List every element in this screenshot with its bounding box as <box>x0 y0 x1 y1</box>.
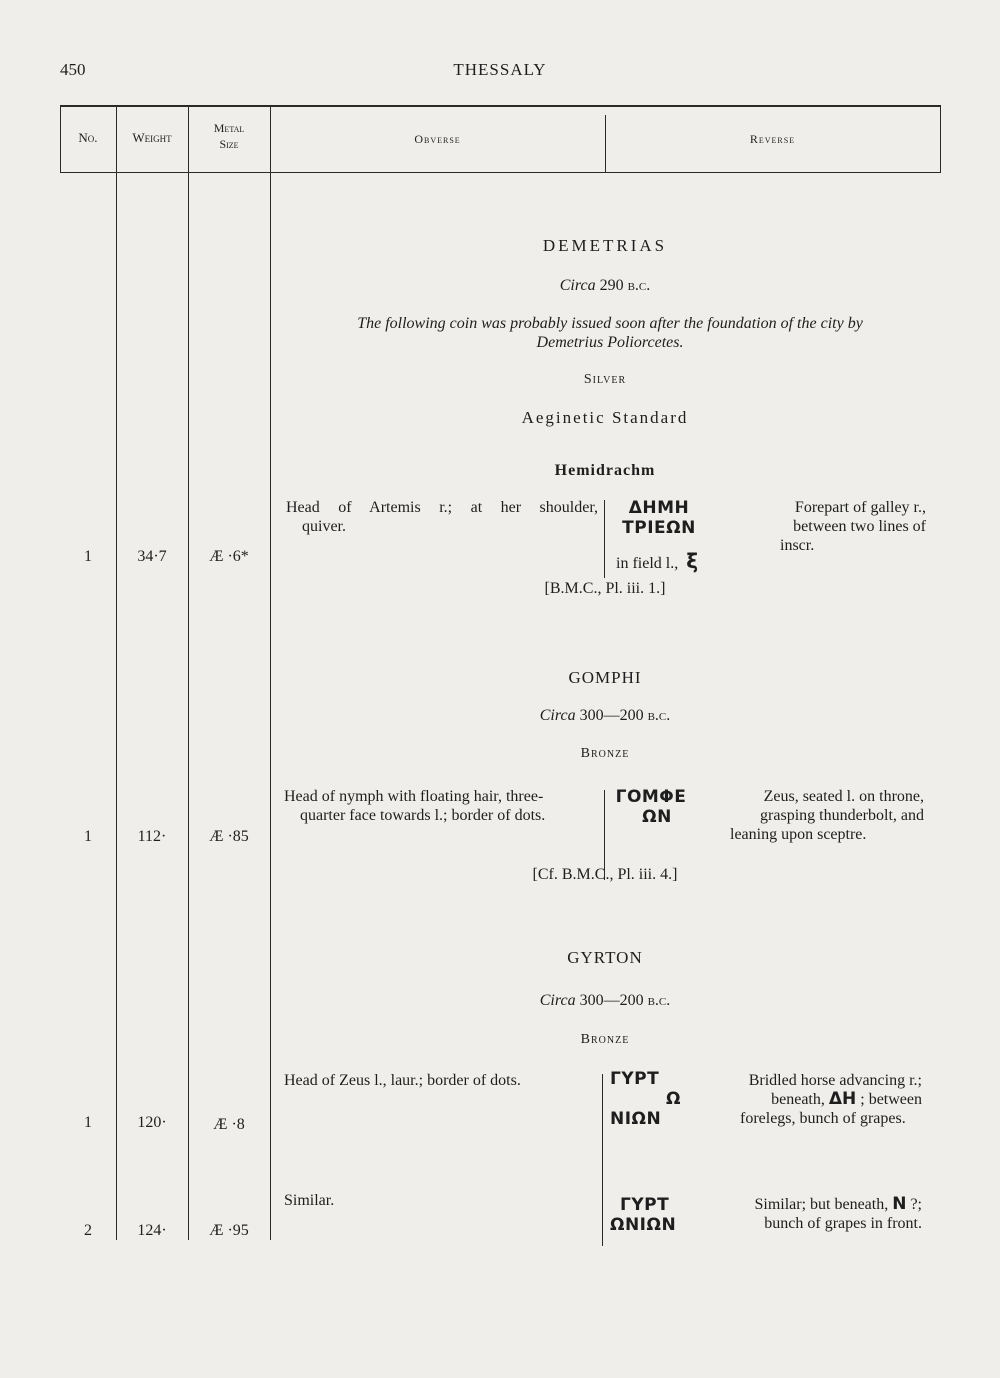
gomphi-coin-1-reference: [Cf. B.M.C., Pl. iii. 4.] <box>532 866 678 883</box>
obverse-line: Head of Zeus l., laur.; border of dots. <box>284 1072 521 1089</box>
header-bottom-rule <box>60 172 940 173</box>
gyrton-coin-1-metal-size: Æ ·8 <box>213 1116 245 1133</box>
demetrias-coin-1-metal-size: Æ ·6* <box>209 548 249 565</box>
demetrias-coin-1-reverse <box>750 498 926 555</box>
section-heading-gomphi: GOMPHI <box>568 668 642 687</box>
reverse-line: Forepart of galley r., <box>794 499 926 516</box>
reverse-line: forelegs, bunch of grapes. <box>740 1110 906 1127</box>
demetrias-metal: Silver <box>583 372 627 387</box>
gyrton-coin-2-obverse <box>284 1191 602 1210</box>
demetrias-denomination: Hemidrachm <box>554 462 656 479</box>
reverse-line: Zeus, seated l. on throne, <box>763 788 924 805</box>
demetrias-note-line1: The following coin was probably issued soon after the foundation of the city by <box>357 315 863 332</box>
gyrton-coin-1-legend <box>610 1069 690 1129</box>
reverse-text: Similar; but beneath, <box>754 1196 889 1213</box>
column-header-weight: Weight <box>132 130 172 145</box>
section-heading-demetrias: DEMETRIAS <box>542 236 668 255</box>
reverse-line: inscr. <box>780 537 815 554</box>
reverse-text: ?; <box>910 1196 922 1213</box>
demetrias-date <box>270 277 940 295</box>
legend-line: ΤΡΙΕΩΝ <box>622 518 696 538</box>
legend-line: ΓΟΜΦΕ <box>615 787 687 807</box>
legend-line: ΔΗΜΗ <box>628 498 690 518</box>
gyrton-coin-2-metal-size: Æ ·95 <box>209 1222 249 1239</box>
legend-line: ΝΙΩΝ <box>610 1109 662 1129</box>
gomphi-coin-1-metal-size: Æ ·85 <box>209 828 249 845</box>
gyrton-coin-1-reverse <box>704 1071 922 1128</box>
column-header-metal: Metal <box>213 121 245 135</box>
demetrias-note <box>290 314 930 352</box>
obverse-line: Head of nymph with floating hair, three- <box>284 788 544 805</box>
gomphi-date-value: 300—200 b.c. <box>579 707 671 724</box>
gomphi-coin-1-reverse <box>708 787 924 844</box>
legend-line: ΩΝΙΩΝ <box>610 1215 677 1235</box>
column-header-obverse: Obverse <box>414 132 461 146</box>
gyrton-coin-1-no: 1 <box>84 1114 92 1131</box>
reverse-line: grasping thunderbolt, and <box>760 807 924 824</box>
gyrton-coin-2-reverse <box>704 1195 922 1233</box>
gyrton-date-value: 300—200 b.c. <box>579 992 671 1009</box>
gomphi-coin-1-no: 1 <box>84 828 92 845</box>
reverse-line: leaning upon sceptre. <box>730 826 867 843</box>
table-top-rule <box>60 105 940 107</box>
obverse-line: Similar. <box>284 1192 335 1209</box>
legend-line: ΩΝ <box>642 807 672 827</box>
reverse-text: beneath, <box>771 1091 825 1108</box>
obverse-line: quarter face towards l.; border of dots. <box>300 807 546 824</box>
gomphi-coin-1-obverse <box>284 787 602 825</box>
reverse-line: Bridled horse advancing r.; <box>748 1072 922 1089</box>
demetrias-coin-1-obverse <box>286 498 598 536</box>
column-header-metal-size <box>188 120 270 152</box>
column-header-no: No. <box>78 130 98 145</box>
gyrton-coin-2-no: 2 <box>84 1222 92 1239</box>
column-header-reverse: Reverse <box>749 132 796 146</box>
table-right-rule <box>940 105 941 173</box>
column-rule-no <box>116 105 117 1240</box>
demetrias-standard: Aeginetic Standard <box>521 408 689 427</box>
reverse-line <box>704 1090 922 1109</box>
reverse-line <box>704 1195 922 1214</box>
reverse-text: ; between <box>860 1091 922 1108</box>
demetrias-coin-1-no: 1 <box>84 548 92 565</box>
gyrton-date-circa: Circa <box>539 992 576 1009</box>
column-header-size: Size <box>219 137 239 151</box>
legend-line: ΓΥΡΤ <box>620 1195 670 1215</box>
gyrton-metal: Bronze <box>580 1032 630 1047</box>
demetrias-note-line2: Demetrius Poliorcetes. <box>536 334 684 351</box>
demetrias-coin-1-legend <box>614 498 704 538</box>
section-heading-gyrton: GYRTON <box>567 948 643 967</box>
obverse-line: quiver. <box>302 518 346 535</box>
column-rule-weight <box>188 105 189 1240</box>
gyrton-coin-2-legend <box>610 1195 700 1235</box>
legend-divider <box>604 500 605 578</box>
gyrton-coin-2-weight: 124· <box>137 1222 167 1239</box>
legend-line: ΓΥΡΤ <box>610 1069 660 1089</box>
field-text: in field l., <box>616 555 679 572</box>
gomphi-date <box>270 707 940 725</box>
demetrias-coin-1-reference: [B.M.C., Pl. iii. 1.] <box>544 580 666 597</box>
reverse-monogram: ΔΗ <box>828 1089 857 1109</box>
gomphi-coin-1-weight: 112· <box>137 828 167 845</box>
running-head: THESSALY <box>453 60 547 79</box>
demetrias-coin-1-weight: 34·7 <box>137 548 167 565</box>
gyrton-coin-1-obverse <box>284 1071 602 1090</box>
gyrton-date <box>270 992 940 1010</box>
demetrias-date-value: 290 b.c. <box>599 277 651 294</box>
page-number: 450 <box>60 60 86 79</box>
obverse-line: Head of Artemis r.; at her shoulder, <box>286 499 598 516</box>
gomphi-metal: Bronze <box>580 746 630 761</box>
gomphi-coin-1-legend <box>612 787 690 827</box>
legend-divider <box>602 1074 603 1246</box>
gomphi-date-circa: Circa <box>539 707 576 724</box>
gyrton-coin-1-weight: 120· <box>137 1114 167 1131</box>
field-symbol: ξ <box>686 549 699 573</box>
reverse-monogram: Ν <box>892 1194 907 1214</box>
demetrias-date-circa: Circa <box>559 277 596 294</box>
demetrias-coin-1-field <box>616 549 699 573</box>
reverse-line: between two lines of <box>793 518 926 535</box>
legend-line: Ω <box>666 1089 681 1109</box>
reverse-line: bunch of grapes in front. <box>764 1215 922 1232</box>
